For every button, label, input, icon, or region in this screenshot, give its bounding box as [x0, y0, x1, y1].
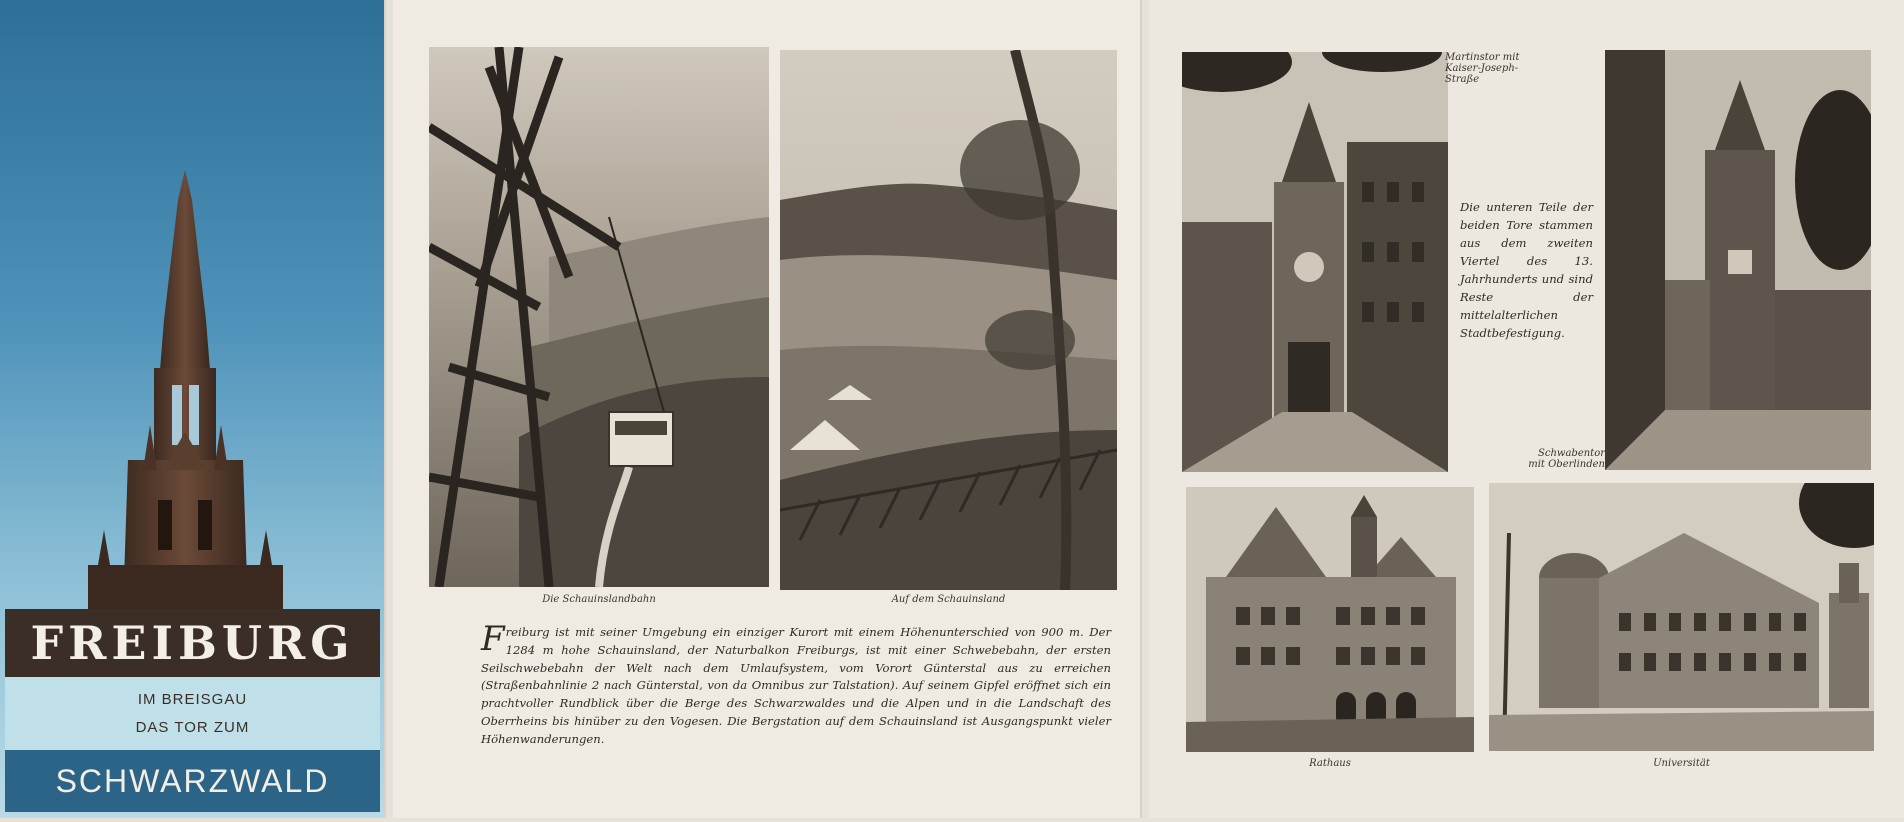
universitaet-photo — [1489, 483, 1874, 751]
schwabentor-caption-line2: mit Oberlinden — [1528, 459, 1605, 470]
schwabentor-caption-line1: Schwabentor — [1538, 448, 1605, 459]
martinstor-caption — [1445, 52, 1545, 85]
cathedral-spire-illustration — [88, 170, 283, 610]
martinstor-photo — [1182, 52, 1448, 472]
right-spread — [1149, 0, 1904, 818]
schwabentor-photo — [1605, 50, 1871, 470]
cover-subtitle-line2: DAS TOR ZUM — [135, 719, 250, 736]
cable-car-photo — [429, 47, 769, 587]
schauinsland-photo — [780, 50, 1117, 590]
cover-subtitle-line1: IM BREISGAU — [137, 691, 248, 708]
middle-spread — [393, 0, 1142, 818]
drop-cap: F — [481, 619, 505, 659]
cover-bottom-title: SCHWARZWALD — [55, 763, 330, 799]
rathaus-photo — [1186, 487, 1474, 752]
martinstor-caption-line2: Kaiser-Joseph-Straße — [1445, 63, 1519, 85]
cover-panel — [0, 0, 386, 818]
schwabentor-caption — [1515, 448, 1605, 470]
cover-title: FREIBURG — [30, 616, 355, 670]
bottom-band — [5, 750, 380, 812]
subtitle-band — [5, 677, 380, 750]
gates-description: Die unteren Teile der beiden Tore stammen aus dem zweiten Viertel des 13. Jahrhunderts und sind Reste der mittelalterlichen Stadtbefestigung. — [1460, 200, 1593, 340]
description-paragraph — [481, 619, 1111, 749]
schauinsland-caption: Auf dem Schauinsland — [891, 594, 1006, 605]
universitaet-caption: Universität — [1653, 758, 1710, 769]
martinstor-caption-line1: Martinstor mit — [1445, 52, 1520, 63]
title-band — [5, 609, 380, 677]
paragraph-text: reiburg ist mit seiner Umgebung ein einziger Kurort mit einem Höhenunterschied von 900 m. Der 1284 m hohe Schauinsland, der Naturbalkon Freiburgs, ist mit einer Schwebebahn, der ersten Seilschwebebahn der Welt nach dem Umlaufsystem, vom Vorort Günterstal aus zu erreichen (Straßenbahnlinie 2 nach Günterstal, von da Omnibus zur Talstation). Auf seinem Gipfel eröffnet sich ein prachtvoller Rundblick über die Berge des Schwarzwaldes und die Alpen und in die Landschaft des Oberrheins bis hinüber zu den Vogesen. Die Bergstation auf dem Schauinsland ist Ausgangspunkt vieler Höhenwanderungen. — [481, 625, 1111, 746]
cable-car-caption: Die Schauinslandbahn — [542, 594, 656, 605]
rathaus-caption: Rathaus — [1309, 758, 1351, 769]
